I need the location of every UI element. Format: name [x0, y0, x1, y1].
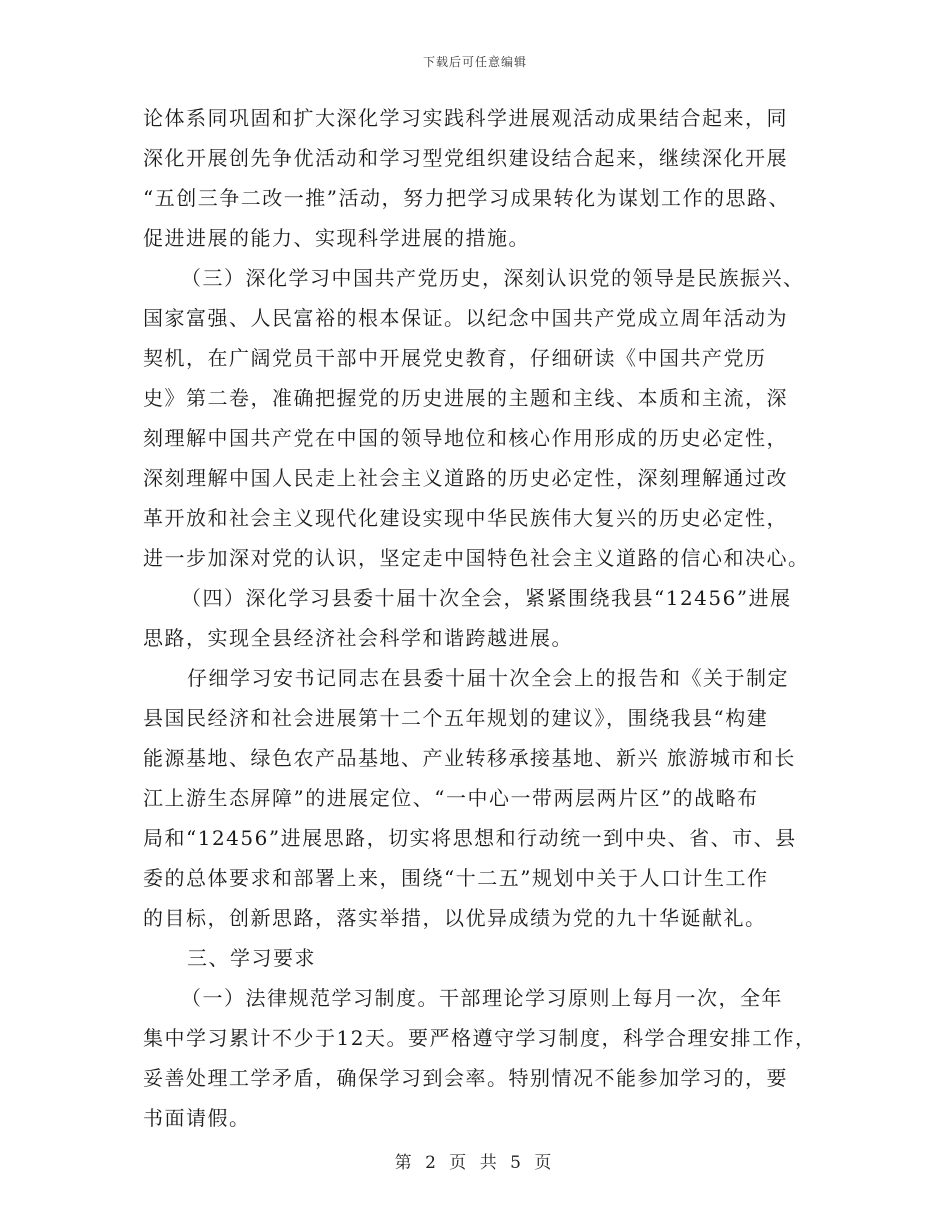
- section-heading-1: （一）法律规范学习制度。干部理论学习原则上每月一次，全年: [181, 986, 783, 1010]
- section-heading-3: （三）深化学习中国共产党历史，深刻认识党的领导是民族振兴、: [181, 266, 805, 290]
- body-line: 思路，实现全县经济社会科学和谐跨越进展。: [143, 626, 573, 650]
- body-line: 江上游生态屏障”的进展定位、“一中心一带两层两片区”的战略布: [143, 786, 759, 810]
- body-line: 进一步加深对党的认识，坚定走中国特色社会主义道路的信心和决心。: [143, 546, 810, 570]
- body-line: 深刻理解中国人民走上社会主义道路的历史必定性，深刻理解通过改: [143, 466, 788, 490]
- body-line: 国家富强、人民富裕的根本保证。以纪念中国共产党成立周年活动为: [143, 306, 788, 330]
- body-line: “五创三争二改一推”活动，努力把学习成果转化为谋划工作的思路、: [143, 186, 790, 210]
- body-line: 局和“12456”进展思路，切实将思想和行动统一到中央、省、市、县: [143, 826, 797, 850]
- paragraph-start: 仔细学习安书记同志在县委十届十次全会上的报告和《关于制定: [187, 666, 789, 690]
- body-line: 深化开展创先争优活动和学习型党组织建设结合起来，继续深化开展: [143, 146, 788, 170]
- body-line: 集中学习累计不少于12天。要严格遵守学习制度，科学合理安排工作，: [143, 1026, 817, 1050]
- body-line: 契机，在广阔党员干部中开展党史教育，仔细研读《中国共产党历: [143, 346, 767, 370]
- body-line: 妥善处理工学矛盾，确保学习到会率。特别情况不能参加学习的，要: [143, 1066, 788, 1090]
- section-title-requirements: 三、学习要求: [187, 946, 316, 970]
- body-line: 刻理解中国共产党在中国的领导地位和核心作用形成的历史必定性，: [143, 426, 788, 450]
- body-line: 委的总体要求和部署上来，围绕“十二五”规划中关于人口计生工作: [143, 866, 769, 890]
- body-line: 能源基地、绿色农产品基地、产业转移承接基地、新兴 旅游城市和长: [143, 746, 796, 770]
- body-line: 促进进展的能力、实现科学进展的措施。: [143, 226, 530, 250]
- body-line: 县国民经济和社会进展第十二个五年规划的建议》，围绕我县“构建: [143, 706, 769, 730]
- body-line: 的目标，创新思路，落实举措，以优异成绩为党的九十华诞献礼。: [143, 906, 767, 930]
- page-number: 第 2 页 共 5 页: [394, 1153, 556, 1173]
- body-line: 革开放和社会主义现代化建设实现中华民族伟大复兴的历史必定性，: [143, 506, 788, 530]
- section-heading-4: （四）深化学习县委十届十次全会，紧紧围绕我县“12456”进展: [181, 586, 792, 610]
- header-note: 下载后可任意编辑: [422, 55, 527, 69]
- body-line: 书面请假。: [143, 1106, 251, 1130]
- body-line: 史》第二卷，准确把握党的历史进展的主题和主线、本质和主流，深: [143, 386, 788, 410]
- document-body: [143, 98, 817, 1138]
- body-line: 论体系同巩固和扩大深化学习实践科学进展观活动成果结合起来，同: [143, 106, 788, 130]
